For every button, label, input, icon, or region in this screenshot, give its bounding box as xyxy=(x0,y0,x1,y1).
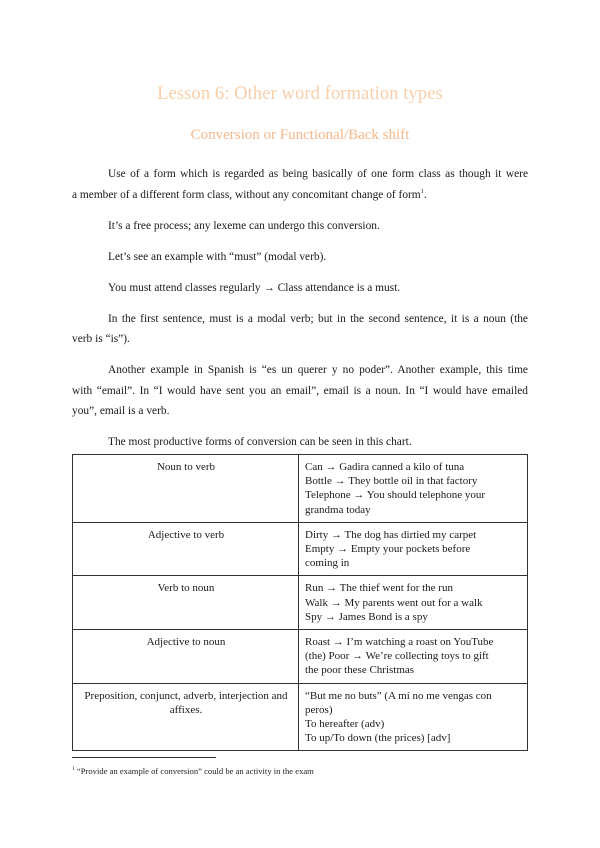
paragraph-modal-verb-cont xyxy=(72,329,528,350)
table-row xyxy=(73,522,528,576)
section-subtitle: Conversion or Functional/Back shift xyxy=(190,127,410,143)
paragraph-definition xyxy=(72,164,528,185)
example-line: To up/To down (the prices) [adv] xyxy=(305,732,451,745)
conversion-type-cell: Adjective to noun xyxy=(73,630,299,684)
footnote-ref[interactable]: 1 xyxy=(420,187,424,195)
conversion-examples-cell xyxy=(299,630,528,684)
paragraph-line: with “email”. In “I would have sent you an email”, email is a noun. In “I would have emailed xyxy=(72,384,528,397)
example-line: the poor these Christmas xyxy=(305,664,415,677)
paragraph-line: verb is “is”). xyxy=(72,333,130,345)
example-line: Spy → James Bond is a spy xyxy=(305,610,428,623)
lesson-title: Lesson 6: Other word formation types xyxy=(157,84,443,104)
table-row xyxy=(73,630,528,684)
conversion-examples-cell xyxy=(299,455,528,523)
example-line: coming in xyxy=(305,557,350,570)
conversion-examples-cell xyxy=(299,683,528,751)
paragraph-modal-verb xyxy=(72,309,528,330)
example-line: (the) Poor → We’re collecting toys to gift xyxy=(305,650,489,663)
paragraph-line: you”, email is a verb. xyxy=(72,405,170,417)
conversion-examples-cell xyxy=(299,522,528,576)
conversion-type-cell: Verb to noun xyxy=(73,576,299,630)
paragraph-definition-cont xyxy=(72,185,528,206)
footnote xyxy=(72,766,314,776)
example-line: To hereafter (adv) xyxy=(305,718,385,731)
example-line: grandma today xyxy=(305,503,371,516)
footnote-separator xyxy=(72,757,216,758)
conversion-type-cell: Preposition, conjunct, adverb, interjection and affixes. xyxy=(73,683,299,751)
paragraph-must-example: You must attend classes regularly → Class attendance is a must. xyxy=(108,281,401,294)
paragraph-line: In the first sentence, must is a modal verb; but in the second sentence, it is a noun (the xyxy=(108,312,528,325)
conversion-examples-cell xyxy=(299,576,528,630)
paragraph-line: Use of a form which is regarded as being basically of one form class as though it were xyxy=(108,168,528,180)
paragraph-spanish-example xyxy=(72,360,528,381)
paragraph-line: Another example in Spanish is “es un querer y no poder”. Another example, this time xyxy=(108,364,528,376)
table-row xyxy=(73,683,528,751)
example-line: Run → The thief went for the run xyxy=(305,582,453,595)
example-line: Telephone → You should telephone your xyxy=(305,489,486,502)
paragraph-line: a member of a different form class, without any concomitant change of form xyxy=(72,188,421,201)
example-line: Can → Gadira canned a kilo of tuna xyxy=(305,461,465,473)
paragraph-example-intro: Let’s see an example with “must” (modal verb). xyxy=(108,250,327,263)
conversion-table xyxy=(72,454,528,751)
example-line: Dirty → The dog has dirtied my carpet xyxy=(305,528,477,541)
table-row xyxy=(73,455,528,523)
footnote-marker: 1 xyxy=(72,766,75,773)
conversion-type-cell: Noun to verb xyxy=(73,455,299,523)
example-line: Roast → I’m watching a roast on YouTube xyxy=(305,636,494,649)
example-line: peros) xyxy=(305,703,333,716)
paragraph-chart-intro: The most productive forms of conversion can be seen in this chart. xyxy=(108,436,412,448)
table-row xyxy=(73,576,528,630)
example-line: Bottle → They bottle oil in that factory xyxy=(305,475,478,488)
paragraph-free-process: It’s a free process; any lexeme can undergo this conversion. xyxy=(108,219,380,232)
conversion-type-cell: Adjective to verb xyxy=(73,522,299,576)
footnote-text: “Provide an example of conversion” could be an activity in the exam xyxy=(74,766,314,776)
paragraph-email-example xyxy=(72,381,528,402)
example-line: “But me no buts” (A mí no me vengas con xyxy=(305,689,492,702)
body-text xyxy=(72,164,528,463)
example-line: Walk → My parents went out for a walk xyxy=(305,596,483,609)
paragraph-line: . xyxy=(423,188,427,201)
example-line: Empty → Empty your pockets before xyxy=(305,543,471,556)
paragraph-email-example-cont xyxy=(72,401,528,422)
